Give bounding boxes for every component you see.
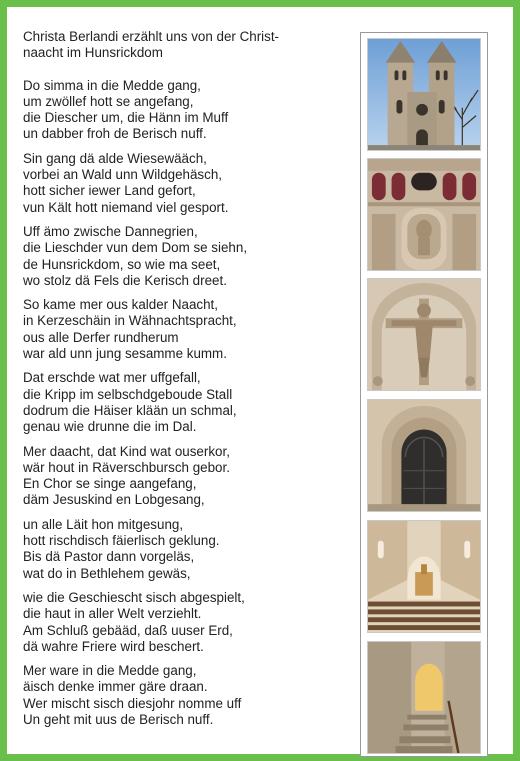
stanza-line: Am Schluß gebääd, daß uuser Erd,	[23, 622, 233, 638]
stanza-line: hott sicher iewer Land gefort,	[23, 183, 196, 199]
stanza-8	[23, 590, 348, 655]
crucifix-relief-photo	[367, 278, 481, 391]
stanza-line: die Diescher um, die Hänn im Muff	[23, 110, 229, 126]
stanza-line: die haut in aller Welt verziehlt.	[23, 606, 202, 622]
stanza-line: dä wahre Friere wird beschert.	[23, 638, 204, 654]
stanza-line: däm Jesuskind en Lobgesang,	[23, 492, 205, 508]
stanza-line: die Lieschder vun dem Dom se siehn,	[23, 240, 248, 256]
stanza-line: um zwöllef hott se angefang,	[23, 93, 194, 109]
stanza-line: ous alle Derfer rundherum	[23, 329, 179, 345]
church-towers-photo	[367, 38, 481, 151]
stanza-6	[23, 444, 348, 509]
stanza-line: dodrum die Häiser klään un schmal,	[23, 402, 237, 418]
stanza-line: Sin gang dä alde Wiesewääch,	[23, 150, 207, 166]
stanza-line: genau wie drunne die im Dal.	[23, 419, 197, 435]
stanza-line: Wer mischt sisch diesjohr nomme uff	[23, 695, 242, 711]
stanza-line: Bis dä Pastor dann vorgeläs,	[23, 549, 195, 565]
photo-column	[360, 32, 488, 757]
stanza-line: äisch denke immer gäre draan.	[23, 679, 208, 695]
poem-title	[23, 29, 348, 62]
stanza-line: vun Kält hott niemand viel gesport.	[23, 199, 229, 215]
stanza-line: wie die Geschiescht sisch abgespielt,	[23, 589, 245, 605]
stanza-line: So kame mer ous kalder Naacht,	[23, 297, 218, 313]
church-interior-photo	[367, 520, 481, 633]
stanza-2	[23, 151, 348, 216]
stanza-line: un dabber froh de Berisch nuff.	[23, 126, 207, 142]
stanza-line: in Kerzeschäin in Wähnachtspracht,	[23, 313, 237, 329]
stanza-4	[23, 297, 348, 362]
stanza-3	[23, 224, 348, 289]
stanza-7	[23, 517, 348, 582]
stanza-9	[23, 663, 348, 728]
stanza-line: war ald unn jung sesamme kumm.	[23, 346, 227, 362]
stone-stairway-photo	[367, 641, 481, 754]
stanza-line: wat do in Bethlehem gewäs,	[23, 565, 191, 581]
stanza-line: En Chor se singe aangefang,	[23, 476, 197, 492]
stanza-line: Mer daacht, dat Kind wat ouserkor,	[23, 443, 230, 459]
poem-title-line-1: Christa Berlandi erzählt uns von der Christ-	[23, 29, 280, 44]
stanza-line: Uff ämo zwische Dannegrien,	[23, 223, 198, 239]
church-portal-photo	[367, 399, 481, 512]
poem-title-line-2: naacht im Hunsrickdom	[23, 45, 163, 61]
stanza-line: wo stolz dä Fels die Kerisch dreet.	[23, 272, 227, 288]
stanza-line: die Kripp im selbschdgeboude Stall	[23, 386, 233, 402]
stanza-line: de Hunsrickdom, so wie ma seet,	[23, 256, 221, 272]
facade-arches-photo	[367, 158, 481, 271]
stanza-line: Mer ware in die Medde gang,	[23, 663, 197, 679]
stanza-line: Un geht mit uus de Berisch nuff.	[23, 711, 214, 727]
stanza-line: hott rischdisch fäierlisch geklung.	[23, 533, 220, 549]
stanza-line: Dat erschde wat mer uffgefall,	[23, 370, 201, 386]
stanza-line: un alle Läit hon mitgesung,	[23, 516, 184, 532]
stanza-line: vorbei an Wald unn Wildgehäsch,	[23, 167, 222, 183]
stanza-line: Do simma in die Medde gang,	[23, 77, 201, 93]
stanza-5	[23, 370, 348, 435]
poem-text-column	[23, 29, 348, 736]
stanza-1	[23, 78, 348, 143]
stanza-line: wär hout in Räverschbursch gebor.	[23, 459, 230, 475]
